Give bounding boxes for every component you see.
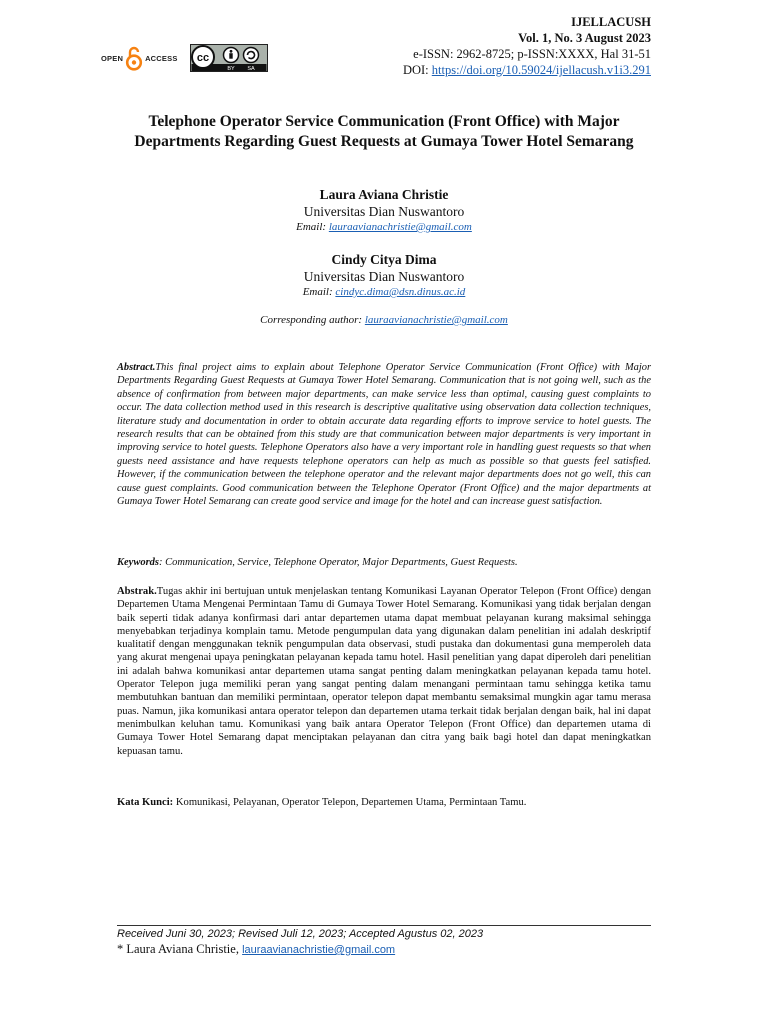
author-name: Cindy Citya Dima <box>331 252 437 267</box>
doi-line <box>403 62 651 78</box>
abstrak-label: Abstrak. <box>117 586 157 597</box>
abstract-text: This final project aims to explain about Telephone Operator Service Communication (Front Office) with Major Departments Regarding Guest Requests at Gumaya Tower Hotel Semarang. Communication that is not going well, such as the absence of confirmation from between major departments, can make service less than optimal, causing guest complaints to occur. The data collection method used in this research is descriptive qualitative using observation data collection techniques, literature study and documentation in order to obtain accurate data regarding efforts to improve service to hotel guests. The research results that can be obtained from this study are that communication between major departments is very important in improving service to hotel guests. Telephone Operators also have a very important role in handling guest requests so that when guests need assistance and have requests telephone operators can help as much as possible so that guests feel satisfied. However, if the communication between the telephone operator and the relevant major departments does not go well, this can cause guest complaints. Good communication between the Telephone Operator (Front Office) and the major departments at Gumaya Tower Hotel Semarang can create good service and image for the hotel and can increase guest satisfaction. <box>117 362 651 508</box>
received-dates: Received Juni 30, 2023; Revised Juli 12, 2023; Accepted Agustus 02, 2023 <box>117 928 484 940</box>
doi-label: DOI: <box>402 63 432 77</box>
cc-text: cc <box>196 52 209 64</box>
author-affiliation: Universitas Dian Nuswantoro <box>303 204 465 219</box>
journal-header <box>403 14 651 78</box>
journal-volume: Vol. 1, No. 3 August 2023 <box>518 31 651 45</box>
doi-link[interactable]: https://doi.org/10.59024/ijellacush.v1i3.291 <box>431 63 651 77</box>
author-block-2 <box>0 251 768 300</box>
cc-by-sa-badge-icon <box>190 44 268 72</box>
keywords-text: : Communication, Service, Telephone Operator, Major Departments, Guest Requests. <box>159 557 518 568</box>
author-email-link[interactable]: lauraavianachristie@gmail.com <box>328 221 472 233</box>
author-name: Laura Aviana Christie <box>319 187 449 202</box>
by-text: BY <box>226 66 235 72</box>
author-email-line <box>0 220 768 235</box>
author-email-link[interactable]: cindyc.dima@dsn.dinus.ac.id <box>335 286 466 298</box>
email-label: Email: <box>296 221 329 233</box>
abstract-english <box>117 361 651 508</box>
open-lock-icon <box>125 45 143 71</box>
open-access-logo <box>101 45 178 71</box>
corresponding-email-link[interactable]: lauraavianachristie@gmail.com <box>364 314 508 326</box>
abstract-indonesian <box>117 585 651 758</box>
footnote-email-link[interactable]: lauraavianachristie@gmail.com <box>242 944 396 956</box>
kata-kunci-label: Kata Kunci: <box>117 797 174 808</box>
keywords-label: Keywords <box>117 557 159 568</box>
corresponding-label: Corresponding author: <box>260 314 365 326</box>
author-footnote <box>117 942 395 957</box>
author-affiliation: Universitas Dian Nuswantoro <box>303 269 465 284</box>
corresponding-author <box>0 314 768 326</box>
journal-issn: e-ISSN: 2962-8725; p-ISSN:XXXX, Hal 31-51 <box>413 47 651 61</box>
open-access-access-text: ACCESS <box>145 53 178 63</box>
keywords-english <box>117 557 651 568</box>
footnote-prefix: * Laura Aviana Christie, <box>117 942 243 956</box>
author-email-line <box>0 285 768 300</box>
journal-name: IJELLACUSH <box>571 15 651 29</box>
footnote-divider <box>117 925 651 926</box>
sa-text: SA <box>246 66 255 72</box>
kata-kunci-text: Komunikasi, Pelayanan, Operator Telepon, Departemen Utama, Permintaan Tamu. <box>173 797 527 808</box>
abstract-label: Abstract. <box>117 362 156 373</box>
author-block-1 <box>0 186 768 235</box>
abstrak-text: Tugas akhir ini bertujuan untuk menjelaskan tentang Komunikasi Layanan Operator Telepon (Front Office) dengan Departemen Utama Mengenai Permintaan Tamu di Gumaya Tower Hotel Semarang. Komunikasi yang tidak berjalan dengan baik seperti tidak adanya konfirmasi dari antar departemen utama dapat membuat pelayanan kurang maksimal sehingga menyebabkan terjadinya komplain tamu. Metode pengumpulan data yang digunakan dalam penelitian ini adalah deskriptif kualitatif dengan menggunakan teknik pengumpulan data observasi, studi pustaka dan dokumentasi guna memperoleh data yang akurat mengenai upaya peningkatan pelayanan kepada tamu hotel. Hasil penelitian yang dapat diperoleh dari penelitian ini adalah bahwa komunikasi antar departemen utama sangat penting dalam meningkatkan pelayanan kepada tamu hotel. Operator Telepon juga memiliki peran yang sangat penting dalam menangani permintaan tamu sehingga ketika tamu membutuhkan bantuan dan memiliki permintaan, operator telepon dapat membantu semaksimal mungkin agar tamu merasa puas. Namun, jika komunikasi antara operator telepon dan departemen utama terkait tidak berjalan dengan baik, hal ini dapat menimbulkan keluhan tamu. Komunikasi yang baik antara Operator Telepon (Front Office) dan departemen utama di Gumaya Tower Hotel Semarang dapat menciptakan pelayanan dan citra yang baik bagi hotel dan dapat meningkatkan kepuasan tamu. <box>117 586 651 757</box>
open-access-open-text: OPEN <box>101 53 124 63</box>
keywords-indonesian <box>117 797 651 808</box>
paper-title: Telephone Operator Service Communication (Front Office) with Major Departments Regarding Guest Requests at Gumaya Tower Hotel Semarang <box>134 113 634 150</box>
license-logos <box>101 44 268 72</box>
email-label: Email: <box>302 286 336 298</box>
